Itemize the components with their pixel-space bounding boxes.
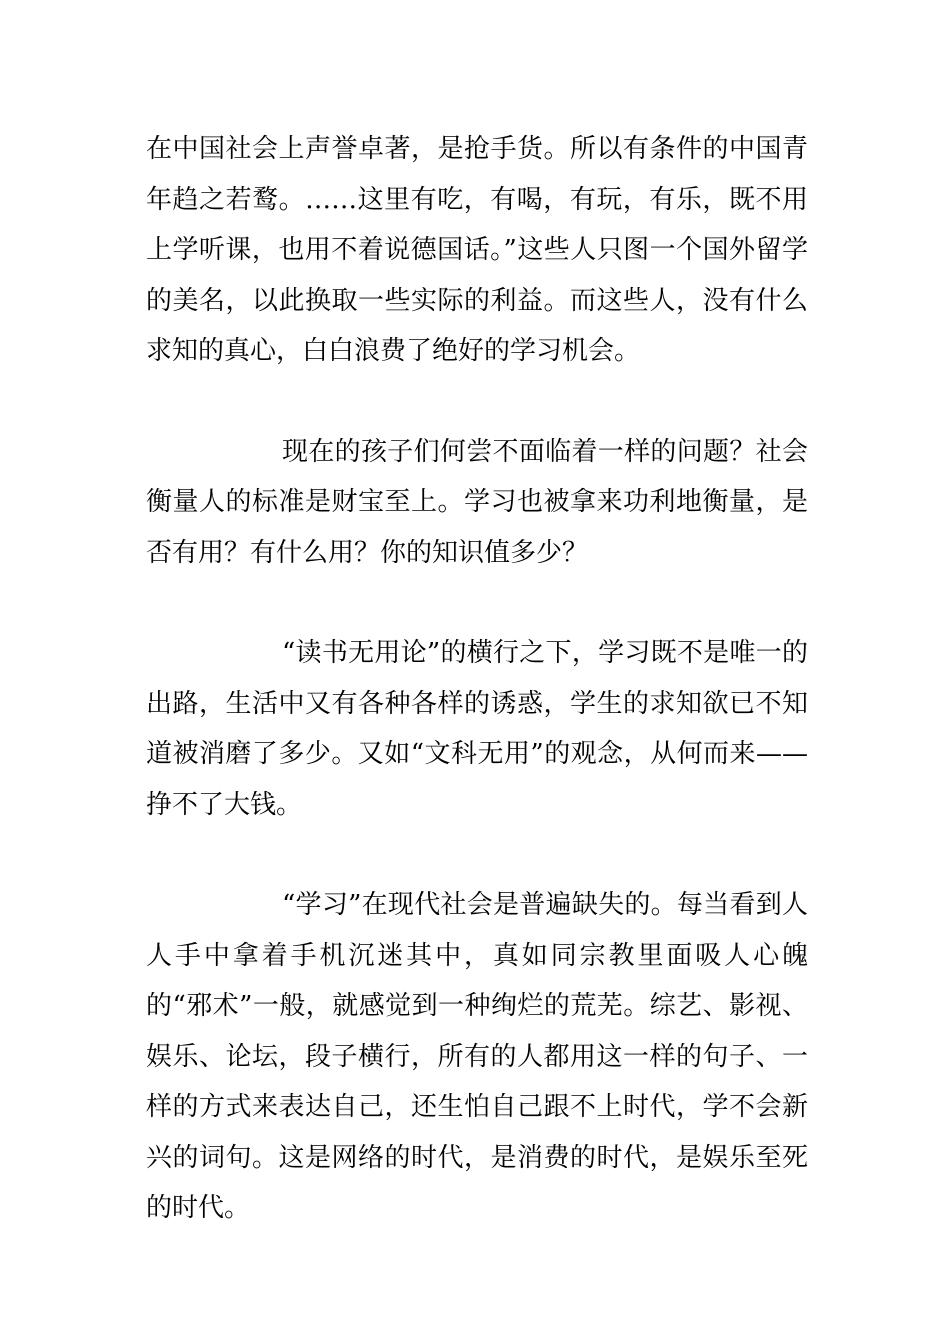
paragraph-4: “学习”在现代社会是普遍缺失的。每当看到人人手中拿着手机沉迷其中，真如同宗教里面吸人心魄的“邪术”一般，就感觉到一种绚烂的荒芜。综艺、影视、娱乐、论坛，段子横行，所有的人都用这一样的句子、一样的方式来表达自己，还生怕自己跟不上时代，学不会新兴的词句。这是网络的时代，是消费的时代，是娱乐至死的时代。 [146,890,808,1223]
document-page [146,124,808,1234]
paragraph-1: 在中国社会上声誉卓著，是抢手货。所以有条件的中国青年趋之若鹜。……这里有吃，有喝，有玩，有乐，既不用上学听课，也用不着说德国话。”这些人只图一个国外留学的美名，以此换取一些实际的利益。而这些人，没有什么求知的真心，白白浪费了绝好的学习机会。 [146,134,808,366]
paragraph-3: “读书无用论”的横行之下，学习既不是唯一的出路，生活中又有各种各样的诱惑，学生的求知欲已不知道被消磨了多少。又如“文科无用”的观念，从何而来——挣不了大钱。 [146,638,808,820]
paragraph-2: 现在的孩子们何尝不面临着一样的问题？社会衡量人的标准是财宝至上。学习也被拿来功利地衡量，是否有用？有什么用？你的知识值多少？ [146,436,808,568]
